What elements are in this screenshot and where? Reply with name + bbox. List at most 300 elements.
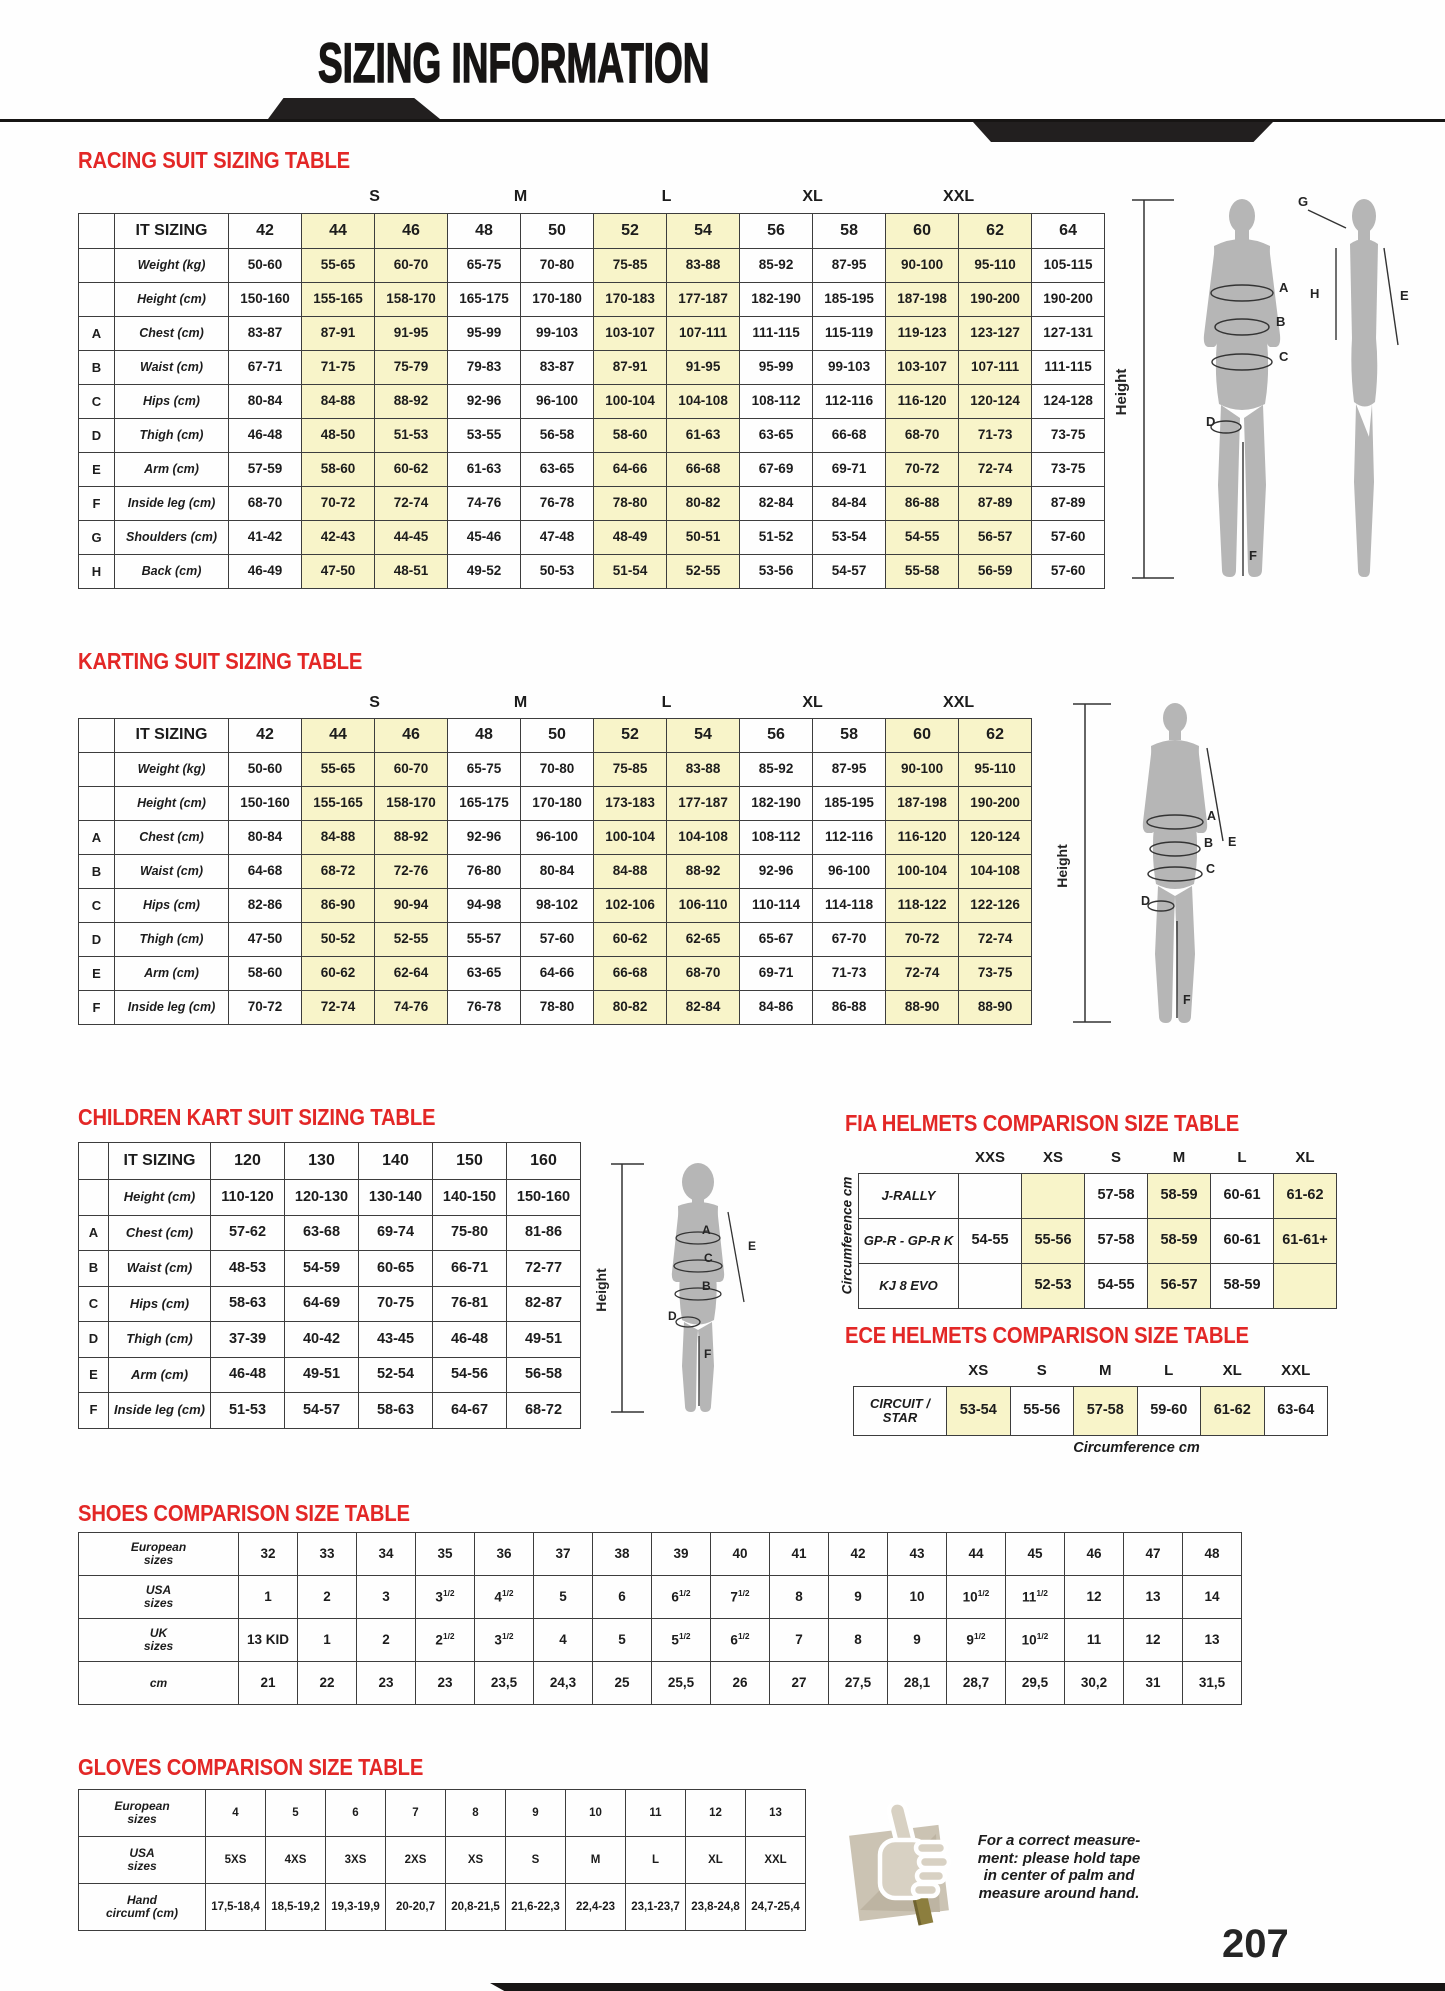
value-cell: 58-59: [1148, 1219, 1211, 1264]
size-group-label: [79, 688, 302, 719]
row-label-cell: GP-R - GP-R K: [859, 1219, 959, 1264]
racing-suit-sizing-table: [78, 181, 1105, 589]
size-group-label: XL: [1222, 1362, 1242, 1380]
value-cell: 87-89: [959, 487, 1032, 521]
value-cell: 105-115: [1032, 249, 1105, 283]
row-label-cell: D: [79, 1322, 109, 1358]
size-group-label: M: [1172, 1149, 1186, 1167]
value-cell: 107-111: [959, 351, 1032, 385]
value-cell: 46-48: [229, 419, 302, 453]
children-kart-table-heading: CHILDREN KART SUIT SIZING TABLE: [78, 1104, 436, 1130]
row-label-cell: [79, 787, 115, 821]
value-cell: 71-73: [959, 419, 1032, 453]
value-cell: 120-124: [959, 385, 1032, 419]
value-cell: 72-76: [375, 855, 448, 889]
value-cell: 28,1: [888, 1662, 947, 1705]
value-cell: 68-72: [507, 1393, 581, 1429]
value-cell: 61-63: [667, 419, 740, 453]
value-cell: 99-103: [813, 351, 886, 385]
value-cell: 47-50: [302, 555, 375, 589]
row-label-cell: USA sizes: [79, 1837, 206, 1884]
shoes-table-heading: SHOES COMPARISON SIZE TABLE: [78, 1500, 410, 1526]
value-cell: 65-75: [448, 249, 521, 283]
value-cell: 22,4-23: [566, 1884, 626, 1931]
value-cell: 29,5: [1006, 1662, 1065, 1705]
column-header-cell: 44: [302, 719, 375, 753]
row-label-cell: Waist (cm): [115, 855, 229, 889]
size-group-label: L: [661, 187, 672, 205]
value-cell: 96-100: [521, 385, 594, 419]
column-header-cell: 54: [667, 214, 740, 249]
value-cell: 60-62: [375, 453, 448, 487]
value-cell: 42-43: [302, 521, 375, 555]
row-label-cell: Chest (cm): [115, 317, 229, 351]
value-cell: 48-51: [375, 555, 448, 589]
racing-suit-table-heading: RACING SUIT SIZING TABLE: [78, 147, 351, 173]
value-cell: 94-98: [448, 889, 521, 923]
value-cell: 49-51: [285, 1357, 359, 1393]
value-cell: 112-116: [813, 821, 886, 855]
value-cell: 116-120: [886, 385, 959, 419]
value-cell: 60-70: [375, 753, 448, 787]
value-cell: 9: [829, 1576, 888, 1619]
label-a: A: [702, 1223, 711, 1237]
size-group-label: XXL: [1281, 1362, 1311, 1380]
value-cell: 57-59: [229, 453, 302, 487]
value-cell: 57-58: [1074, 1387, 1138, 1436]
value-cell: 76-78: [448, 991, 521, 1025]
value-cell: [1274, 1264, 1337, 1309]
value-cell: 190-200: [1032, 283, 1105, 317]
value-cell: 61-61+: [1274, 1219, 1337, 1264]
height-label: Height: [1054, 844, 1070, 888]
value-cell: 67-69: [740, 453, 813, 487]
row-label-cell: C: [79, 1286, 109, 1322]
value-cell: 65-67: [740, 923, 813, 957]
value-cell: 54-56: [433, 1357, 507, 1393]
value-cell: 80-84: [229, 385, 302, 419]
value-cell: 56-58: [507, 1357, 581, 1393]
size-group-label: XL: [1295, 1149, 1315, 1167]
column-header-cell: 42: [229, 719, 302, 753]
label-f: F: [704, 1347, 712, 1361]
value-cell: 30,2: [1065, 1662, 1124, 1705]
value-cell: 59-60: [1137, 1387, 1201, 1436]
value-cell: 57-58: [1085, 1219, 1148, 1264]
value-cell: 83-87: [229, 317, 302, 351]
value-cell: 100-104: [594, 821, 667, 855]
value-cell: 60-65: [359, 1251, 433, 1287]
value-cell: 106-110: [667, 889, 740, 923]
value-cell: 87-95: [813, 753, 886, 787]
value-cell: 22: [298, 1662, 357, 1705]
header-corner-cell: [79, 719, 115, 753]
value-cell: 50-60: [229, 753, 302, 787]
value-cell: $5^{1/2}$: [652, 1619, 711, 1662]
header-corner-cell: IT SIZING: [115, 719, 229, 753]
value-cell: 8: [446, 1790, 506, 1837]
column-header-cell: 56: [740, 719, 813, 753]
label-e: E: [1400, 288, 1409, 303]
row-label-cell: B: [79, 351, 115, 385]
value-cell: 170-180: [521, 283, 594, 317]
value-cell: 80-84: [521, 855, 594, 889]
value-cell: 64-67: [433, 1393, 507, 1429]
fia-circumference-label: Circumference cm: [839, 1176, 855, 1295]
value-cell: 1: [298, 1619, 357, 1662]
value-cell: 49-52: [448, 555, 521, 589]
value-cell: 150-160: [229, 283, 302, 317]
value-cell: 13: [1124, 1576, 1183, 1619]
value-cell: 112-116: [813, 385, 886, 419]
value-cell: 87-89: [1032, 487, 1105, 521]
gloves-comparison-table: [78, 1789, 806, 1931]
value-cell: 37-39: [211, 1322, 285, 1358]
value-cell: 65-75: [448, 753, 521, 787]
value-cell: 63-65: [448, 957, 521, 991]
value-cell: 28,7: [947, 1662, 1006, 1705]
value-cell: 190-200: [959, 283, 1032, 317]
side-body-silhouette: [1350, 199, 1378, 577]
gloves-table-heading: GLOVES COMPARISON SIZE TABLE: [78, 1754, 424, 1780]
value-cell: 64-69: [285, 1286, 359, 1322]
value-cell: 25: [593, 1662, 652, 1705]
value-cell: 57-60: [1032, 521, 1105, 555]
value-cell: 53-54: [813, 521, 886, 555]
value-cell: 50-60: [229, 249, 302, 283]
value-cell: 31: [1124, 1662, 1183, 1705]
bottom-edge-bar: [490, 1983, 1445, 1991]
value-cell: 88-92: [667, 855, 740, 889]
value-cell: L: [626, 1837, 686, 1884]
value-cell: 87-91: [594, 351, 667, 385]
value-cell: 51-52: [740, 521, 813, 555]
ece-helmets-comparison-table: [853, 1356, 1328, 1436]
value-cell: 72-77: [507, 1251, 581, 1287]
label-c: C: [704, 1251, 713, 1265]
children-body-measurement-diagram: [593, 1154, 786, 1427]
row-label-cell: [79, 249, 115, 283]
value-cell: 13: [746, 1790, 806, 1837]
value-cell: 75-79: [375, 351, 448, 385]
value-cell: 72-74: [302, 991, 375, 1025]
value-cell: 107-111: [667, 317, 740, 351]
value-cell: 66-68: [813, 419, 886, 453]
header-rule: [0, 119, 1445, 122]
label-b: B: [1204, 836, 1214, 850]
value-cell: 7: [386, 1790, 446, 1837]
value-cell: 54-59: [285, 1251, 359, 1287]
value-cell: 91-95: [667, 351, 740, 385]
value-cell: 182-190: [740, 283, 813, 317]
value-cell: 52-54: [359, 1357, 433, 1393]
value-cell: 46-48: [211, 1357, 285, 1393]
size-group-label: [1032, 181, 1105, 214]
value-cell: 177-187: [667, 787, 740, 821]
label-b: B: [1276, 314, 1286, 329]
label-c: C: [1206, 862, 1216, 876]
children-kart-sizing-table: [78, 1142, 581, 1429]
size-group-label: S: [369, 693, 380, 711]
row-label-cell: Inside leg (cm): [109, 1393, 211, 1429]
value-cell: 58-59: [1211, 1264, 1274, 1309]
value-cell: S: [506, 1837, 566, 1884]
value-cell: 78-80: [521, 991, 594, 1025]
row-label-cell: Arm (cm): [109, 1357, 211, 1393]
value-cell: 68-70: [886, 419, 959, 453]
value-cell: $4^{1/2}$: [475, 1576, 534, 1619]
size-group-label: [854, 1356, 947, 1387]
value-cell: 7: [770, 1619, 829, 1662]
value-cell: 62-65: [667, 923, 740, 957]
value-cell: $6^{1/2}$: [711, 1619, 770, 1662]
value-cell: 9: [888, 1619, 947, 1662]
row-label-cell: A: [79, 317, 115, 351]
value-cell: 54-55: [959, 1219, 1022, 1264]
value-cell: 10: [566, 1790, 626, 1837]
value-cell: $2^{1/2}$: [416, 1619, 475, 1662]
value-cell: 158-170: [375, 283, 448, 317]
value-cell: 3: [357, 1576, 416, 1619]
value-cell: 165-175: [448, 787, 521, 821]
karting-body-measurement-diagram: [1055, 696, 1300, 1035]
value-cell: $6^{1/2}$: [652, 1576, 711, 1619]
value-cell: 63-64: [1264, 1387, 1328, 1436]
value-cell: 57-60: [1032, 555, 1105, 589]
value-cell: 127-131: [1032, 317, 1105, 351]
value-cell: 6: [593, 1576, 652, 1619]
value-cell: 71-75: [302, 351, 375, 385]
value-cell: 173-183: [594, 787, 667, 821]
value-cell: 116-120: [886, 821, 959, 855]
front-body-silhouette: [1204, 199, 1280, 577]
row-label-cell: Hips (cm): [109, 1286, 211, 1322]
column-header-cell: 52: [594, 214, 667, 249]
value-cell: 72-74: [886, 957, 959, 991]
column-header-cell: 52: [594, 719, 667, 753]
value-cell: [959, 1264, 1022, 1309]
value-cell: $9^{1/2}$: [947, 1619, 1006, 1662]
value-cell: 71-73: [813, 957, 886, 991]
value-cell: 98-102: [521, 889, 594, 923]
value-cell: 76-78: [521, 487, 594, 521]
header-corner-cell: [79, 214, 115, 249]
value-cell: 61-63: [448, 453, 521, 487]
value-cell: 130-140: [359, 1180, 433, 1216]
row-label-cell: F: [79, 991, 115, 1025]
racing-body-measurement-diagram: [1112, 190, 1412, 593]
value-cell: 67-70: [813, 923, 886, 957]
row-label-cell: Thigh (cm): [109, 1322, 211, 1358]
value-cell: 75-80: [433, 1215, 507, 1251]
value-cell: 57-58: [1085, 1174, 1148, 1219]
size-group-label: S: [1110, 1149, 1121, 1167]
value-cell: 13 KID: [239, 1619, 298, 1662]
row-label-cell: Back (cm): [115, 555, 229, 589]
value-cell: 70-75: [359, 1286, 433, 1322]
value-cell: 88-90: [886, 991, 959, 1025]
size-group-label: S: [1036, 1362, 1047, 1380]
value-cell: 84-84: [813, 487, 886, 521]
value-cell: 84-88: [302, 385, 375, 419]
value-cell: 53-54: [947, 1387, 1011, 1436]
value-cell: 61-62: [1274, 1174, 1337, 1219]
value-cell: 91-95: [375, 317, 448, 351]
value-cell: 190-200: [959, 787, 1032, 821]
value-cell: 123-127: [959, 317, 1032, 351]
value-cell: 24,3: [534, 1662, 593, 1705]
value-cell: 13: [1183, 1619, 1242, 1662]
label-d: D: [668, 1309, 677, 1323]
value-cell: 187-198: [886, 787, 959, 821]
value-cell: 48-49: [594, 521, 667, 555]
value-cell: 57-60: [521, 923, 594, 957]
measurement-note: [964, 1832, 1154, 1903]
header-tab-decoration: [268, 98, 440, 119]
value-cell: 63-65: [521, 453, 594, 487]
value-cell: 73-75: [1032, 419, 1105, 453]
value-cell: 49-51: [507, 1322, 581, 1358]
row-label-cell: Arm (cm): [115, 957, 229, 991]
page-title: SIZING INFORMATION: [318, 31, 710, 94]
row-label-cell: Arm (cm): [115, 453, 229, 487]
header-corner-cell: [79, 1143, 109, 1180]
label-b: B: [702, 1279, 711, 1293]
value-cell: 74-76: [448, 487, 521, 521]
value-cell: 69-74: [359, 1215, 433, 1251]
value-cell: 5: [593, 1619, 652, 1662]
value-cell: 62-64: [375, 957, 448, 991]
value-cell: 54-57: [813, 555, 886, 589]
karting-suit-sizing-table: [78, 688, 1032, 1025]
value-cell: 58-60: [302, 453, 375, 487]
value-cell: 23: [416, 1662, 475, 1705]
value-cell: 87-91: [302, 317, 375, 351]
value-cell: 20-20,7: [386, 1884, 446, 1931]
value-cell: 67-71: [229, 351, 302, 385]
value-cell: 48: [1183, 1533, 1242, 1576]
row-label-cell: Weight (kg): [115, 249, 229, 283]
value-cell: 96-100: [813, 855, 886, 889]
value-cell: 27: [770, 1662, 829, 1705]
row-label-cell: E: [79, 453, 115, 487]
value-cell: 56-58: [521, 419, 594, 453]
value-cell: 60-62: [594, 923, 667, 957]
size-group-label: XXL: [943, 693, 975, 711]
value-cell: 83-87: [521, 351, 594, 385]
value-cell: 25,5: [652, 1662, 711, 1705]
row-label-cell: Inside leg (cm): [115, 991, 229, 1025]
size-group-label: S: [369, 187, 380, 205]
value-cell: 40: [711, 1533, 770, 1576]
value-cell: 60-62: [302, 957, 375, 991]
column-header-cell: 60: [886, 214, 959, 249]
value-cell: 75-85: [594, 249, 667, 283]
value-cell: 2: [357, 1619, 416, 1662]
value-cell: 54-55: [1085, 1264, 1148, 1309]
value-cell: 60-70: [375, 249, 448, 283]
row-label-cell: D: [79, 923, 115, 957]
value-cell: 48-53: [211, 1251, 285, 1287]
value-cell: 88-90: [959, 991, 1032, 1025]
row-label-cell: Thigh (cm): [115, 419, 229, 453]
value-cell: 60-61: [1211, 1219, 1274, 1264]
value-cell: 86-90: [302, 889, 375, 923]
value-cell: 96-100: [521, 821, 594, 855]
karting-suit-table-heading: KARTING SUIT SIZING TABLE: [78, 648, 363, 674]
value-cell: 82-86: [229, 889, 302, 923]
value-cell: 4XS: [266, 1837, 326, 1884]
value-cell: 86-88: [813, 991, 886, 1025]
value-cell: 80-84: [229, 821, 302, 855]
value-cell: 38: [593, 1533, 652, 1576]
row-label-cell: Hand circumf (cm): [79, 1884, 206, 1931]
value-cell: 53-55: [448, 419, 521, 453]
column-header-cell: 46: [375, 214, 448, 249]
value-cell: 23,8-24,8: [686, 1884, 746, 1931]
value-cell: 100-104: [594, 385, 667, 419]
value-cell: 90-94: [375, 889, 448, 923]
value-cell: 72-74: [959, 923, 1032, 957]
value-cell: 187-198: [886, 283, 959, 317]
value-cell: 50-52: [302, 923, 375, 957]
value-cell: 47-48: [521, 521, 594, 555]
value-cell: 72-74: [375, 487, 448, 521]
column-header-cell: 140: [359, 1143, 433, 1180]
value-cell: 56-57: [959, 521, 1032, 555]
label-f: F: [1249, 548, 1257, 563]
size-group-label: M: [513, 693, 528, 711]
note-line: in center of palm and: [983, 1867, 1135, 1885]
value-cell: 155-165: [302, 283, 375, 317]
value-cell: 95-99: [740, 351, 813, 385]
value-cell: XS: [446, 1837, 506, 1884]
value-cell: 47-50: [229, 923, 302, 957]
value-cell: $10^{1/2}$: [1006, 1619, 1065, 1662]
header-tab-decoration-right: [973, 122, 1273, 142]
value-cell: 111-115: [740, 317, 813, 351]
row-label-cell: Height (cm): [115, 283, 229, 317]
value-cell: 76-80: [448, 855, 521, 889]
value-cell: 63-65: [740, 419, 813, 453]
value-cell: 54-55: [886, 521, 959, 555]
value-cell: 108-112: [740, 821, 813, 855]
value-cell: 2: [298, 1576, 357, 1619]
ece-helmets-table-heading: ECE HELMETS COMPARISON SIZE TABLE: [845, 1322, 1249, 1348]
header-corner-cell: IT SIZING: [115, 214, 229, 249]
column-header-cell: 48: [448, 719, 521, 753]
size-group-label: L: [661, 693, 672, 711]
size-group-label: XL: [802, 187, 823, 205]
label-a: A: [1207, 809, 1217, 823]
value-cell: 5: [534, 1576, 593, 1619]
row-label-cell: USA sizes: [79, 1576, 239, 1619]
value-cell: $3^{1/2}$: [475, 1619, 534, 1662]
value-cell: 63-68: [285, 1215, 359, 1251]
row-label-cell: Height (cm): [115, 787, 229, 821]
value-cell: 66-71: [433, 1251, 507, 1287]
value-cell: 17,5-18,4: [206, 1884, 266, 1931]
value-cell: 120-130: [285, 1180, 359, 1216]
value-cell: 58-59: [1148, 1174, 1211, 1219]
row-label-cell: cm: [79, 1662, 239, 1705]
value-cell: 55-58: [886, 555, 959, 589]
label-a: A: [1279, 280, 1289, 295]
shoes-comparison-table: [78, 1532, 1242, 1705]
row-label-cell: A: [79, 1215, 109, 1251]
value-cell: 23,5: [475, 1662, 534, 1705]
column-header-cell: 120: [211, 1143, 285, 1180]
